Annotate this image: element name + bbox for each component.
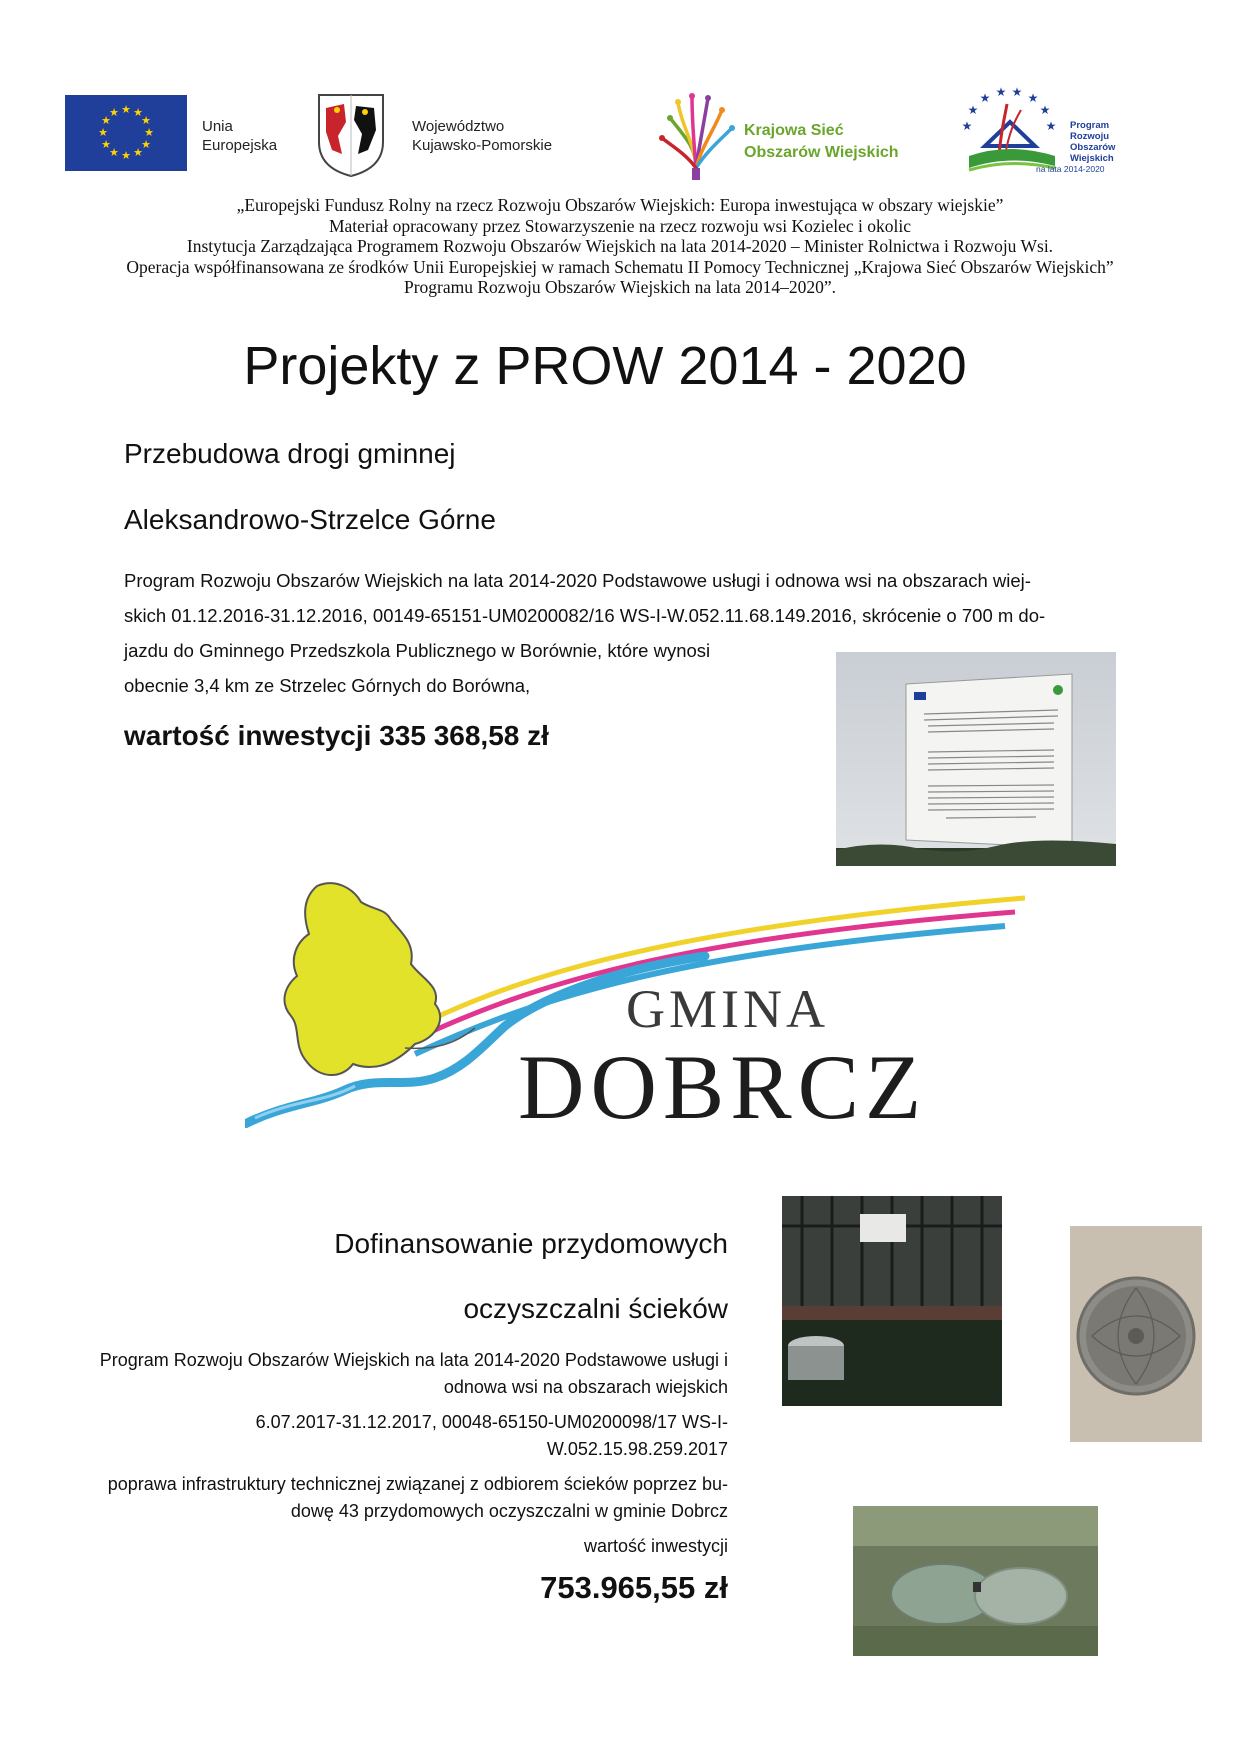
ksow-logo-line1: Krajowa Sieć <box>744 122 844 139</box>
gmina-logo-line2: DOBRCZ <box>518 1036 928 1138</box>
project2-line: W.052.15.98.259.2017 <box>546 1439 728 1459</box>
prow-logo-line3: Obszarów <box>1070 142 1116 153</box>
svg-text:★: ★ <box>1027 91 1039 105</box>
project2-title: Dofinansowanie przydomowych <box>334 1228 728 1259</box>
ksow-logo-line2: Obszarów Wiejskich <box>744 144 899 161</box>
header-note-line4: Operacja współfinansowana ze środków Unii Europejskiej w ramach Schematu II Pomocy Technicznej „Krajowa Sieć Obszarów Wiejskich” <box>126 256 1114 277</box>
prow-logo-line2: Rozwoju <box>1070 131 1110 142</box>
manhole-cover-photo <box>1070 1226 1202 1442</box>
svg-text:★: ★ <box>967 103 979 117</box>
ksow-logo-text <box>744 120 899 164</box>
project1-value: wartość inwestycji 335 368,58 zł <box>124 720 549 751</box>
project2-line: Program Rozwoju Obszarów Wiejskich na lata 2014-2020 Podstawowe usługi i <box>99 1350 728 1370</box>
project2-line: poprawa infrastruktury technicznej związanej z odbiorem ścieków poprzez bu- <box>107 1474 728 1494</box>
svg-text:★: ★ <box>101 138 111 151</box>
header-note-line3: Instytucja Zarządzająca Programem Rozwoju Obszarów Wiejskich na lata 2014-2020 – Minister Rolnictwa i Rozwoju Wsi. <box>186 236 1054 256</box>
prow-logo-line4: Wiejskich <box>1070 153 1114 164</box>
project1-title: Przebudowa drogi gminnej <box>124 438 456 469</box>
region-logo-line2: Kujawsko-Pomorskie <box>412 137 553 154</box>
prow-logo-years: na lata 2014-2020 <box>1036 164 1105 174</box>
project2-line: odnowa wsi na obszarach wiejskich <box>443 1377 728 1397</box>
page-title: Projekty z PROW 2014 - 2020 <box>243 336 967 396</box>
svg-text:★: ★ <box>133 146 143 159</box>
svg-text:★: ★ <box>995 86 1007 99</box>
eu-logo-text <box>202 117 277 155</box>
svg-text:★: ★ <box>1045 119 1057 133</box>
eu-flag-icon <box>65 95 187 171</box>
prow-logo-line1: Program <box>1070 120 1110 131</box>
svg-text:★: ★ <box>141 114 151 127</box>
ksow-tree-icon <box>656 88 738 182</box>
kujawsko-pomorskie-crest-icon <box>316 92 386 178</box>
svg-text:★: ★ <box>121 103 131 116</box>
svg-text:★: ★ <box>133 106 143 119</box>
svg-text:★: ★ <box>101 114 111 127</box>
svg-text:★: ★ <box>961 119 973 133</box>
header-note-line1: „Europejski Fundusz Rolny na rzecz Rozwoju Obszarów Wiejskich: Europa inwestująca w obszary wiejskie” <box>236 195 1004 215</box>
region-logo-text <box>412 117 552 155</box>
septic-tank-photo <box>782 1196 1002 1406</box>
project2-value: 753.965,55 zł <box>540 1570 728 1605</box>
eu-logo-line2: Europejska <box>202 137 278 154</box>
svg-text:★: ★ <box>979 91 991 105</box>
svg-text:★: ★ <box>144 126 154 139</box>
project1-subtitle: Aleksandrowo-Strzelce Górne <box>124 504 496 535</box>
project1-description-line: jazdu do Gminnego Przedszkola Publicznego w Borównie, które wynosi <box>124 640 711 661</box>
treatment-plant-lids-photo <box>853 1506 1098 1656</box>
header-note <box>20 195 1220 298</box>
svg-text:★: ★ <box>1011 86 1023 99</box>
eu-logo-line1: Unia <box>202 118 233 135</box>
svg-text:★: ★ <box>109 146 119 159</box>
svg-text:★: ★ <box>121 149 131 162</box>
svg-text:★: ★ <box>109 106 119 119</box>
gmina-logo-line1: GMINA <box>626 979 829 1039</box>
header-note-line5: Programu Rozwoju Obszarów Wiejskich na lata 2014–2020”. <box>403 277 836 297</box>
svg-text:★: ★ <box>98 126 108 139</box>
svg-text:★: ★ <box>141 138 151 151</box>
svg-text:★: ★ <box>1039 103 1051 117</box>
project1-description-line: skich 01.12.2016-31.12.2016, 00149-65151-UM0200082/16 WS-I-W.052.11.68.149.2016, skrócenie o 700 m do- <box>124 605 1046 626</box>
region-logo-line1: Województwo <box>412 118 505 135</box>
header-note-line2: Materiał opracowany przez Stowarzyszenie na rzecz rozwoju wsi Kozielec i okolic <box>328 215 912 236</box>
project1-description-line: obecnie 3,4 km ze Strzelec Górnych do Borówna, <box>124 675 531 696</box>
project2-line: wartość inwestycji <box>583 1536 728 1556</box>
road-sign-photo <box>836 652 1116 866</box>
prow-logo-text <box>1070 120 1115 164</box>
project1-description-line: Program Rozwoju Obszarów Wiejskich na lata 2014-2020 Podstawowe usługi i odnowa wsi na obszarach wiej- <box>124 570 1031 591</box>
project2-subtitle: oczyszczalni ścieków <box>463 1293 728 1324</box>
project2-line: 6.07.2017-31.12.2017, 00048-65150-UM0200098/17 WS-I- <box>255 1412 728 1432</box>
project2-line: dowę 43 przydomowych oczyszczalni w gminie Dobrcz <box>290 1501 728 1521</box>
